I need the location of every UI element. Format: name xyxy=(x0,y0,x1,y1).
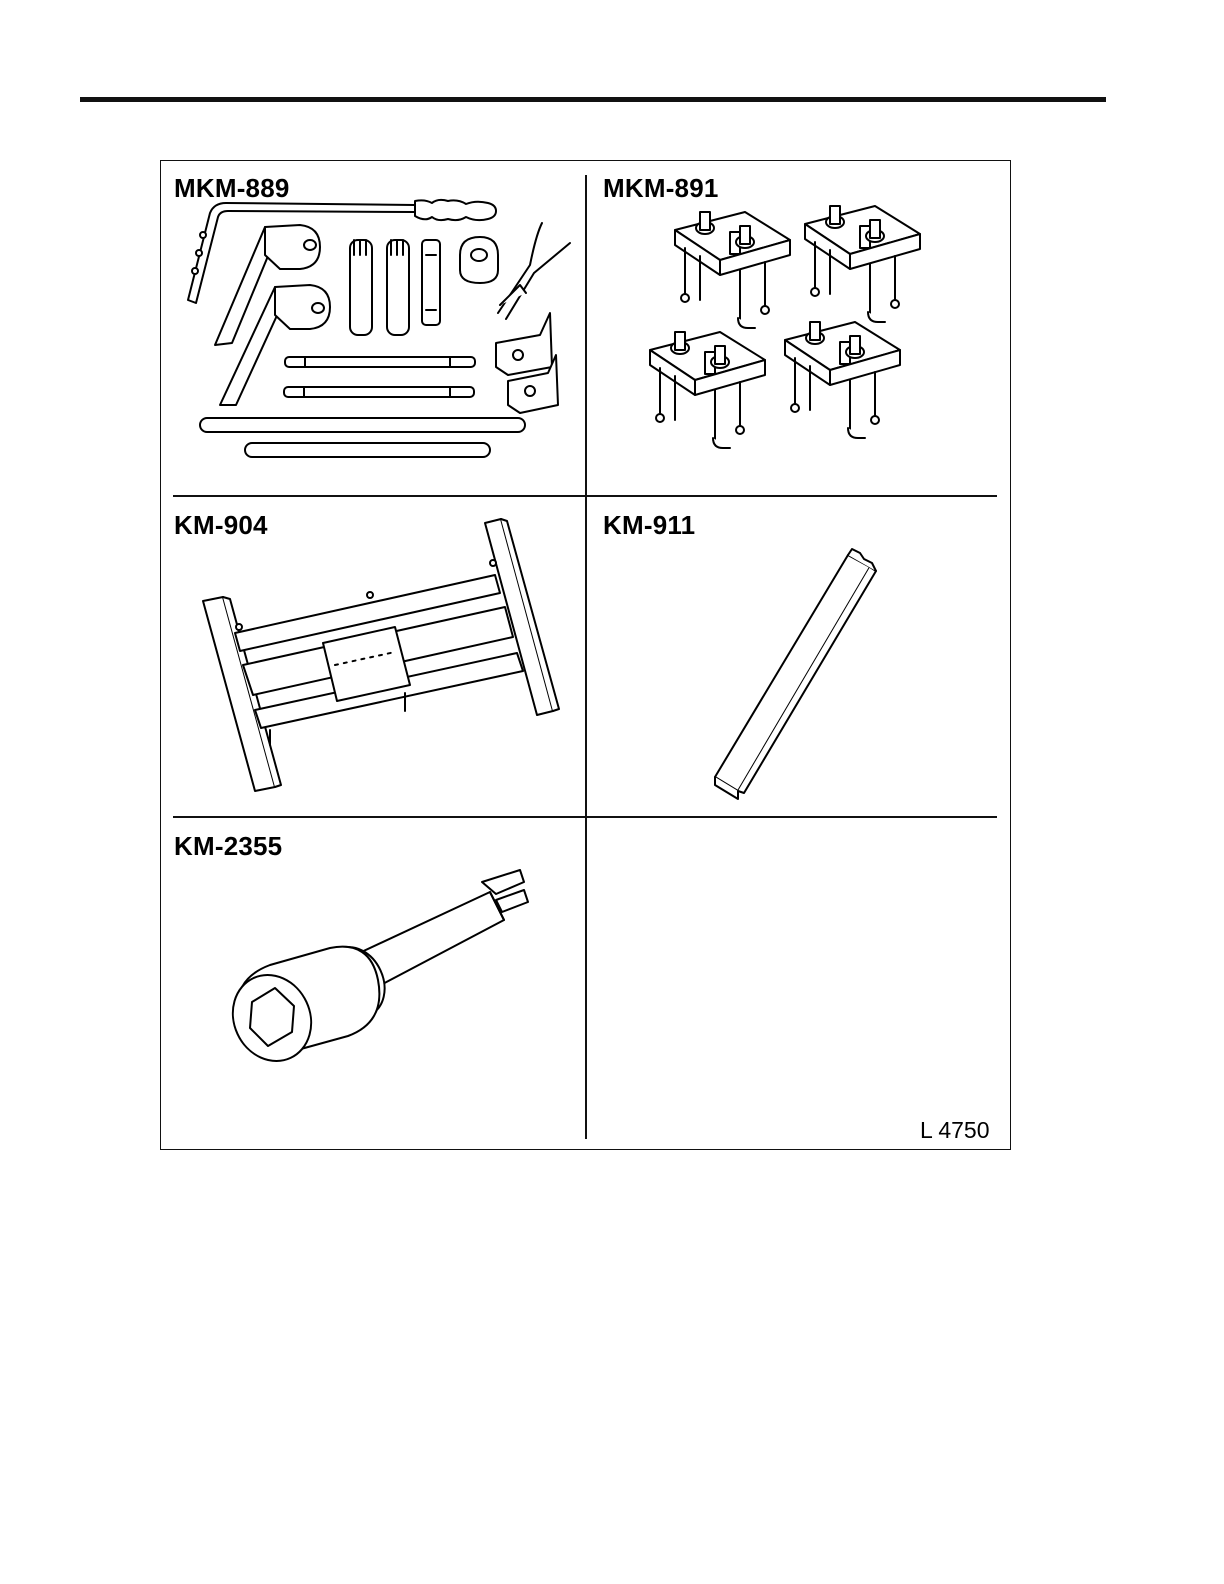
km-2355-socket-illustration xyxy=(220,870,540,1070)
grid-divider-row-2 xyxy=(173,816,997,818)
grid-divider-row-1 xyxy=(173,495,997,497)
km-911-bar-illustration xyxy=(710,545,890,800)
tool-label-mkm-891: MKM-891 xyxy=(603,173,719,203)
mkm-891-clamp-set-illustration xyxy=(640,200,970,480)
mkm-889-tool-set-illustration xyxy=(180,195,580,475)
tool-label-km-911: KM-911 xyxy=(603,510,696,540)
km-904-frame-illustration xyxy=(195,515,570,800)
figure-reference: L 4750 xyxy=(920,1117,990,1143)
tool-label-km-2355: KM-2355 xyxy=(174,831,283,861)
grid-divider-vertical xyxy=(585,175,587,1139)
tool-label-km-904: KM-904 xyxy=(174,510,268,540)
header-rule xyxy=(80,97,1106,102)
tool-label-mkm-889: MKM-889 xyxy=(174,173,290,203)
